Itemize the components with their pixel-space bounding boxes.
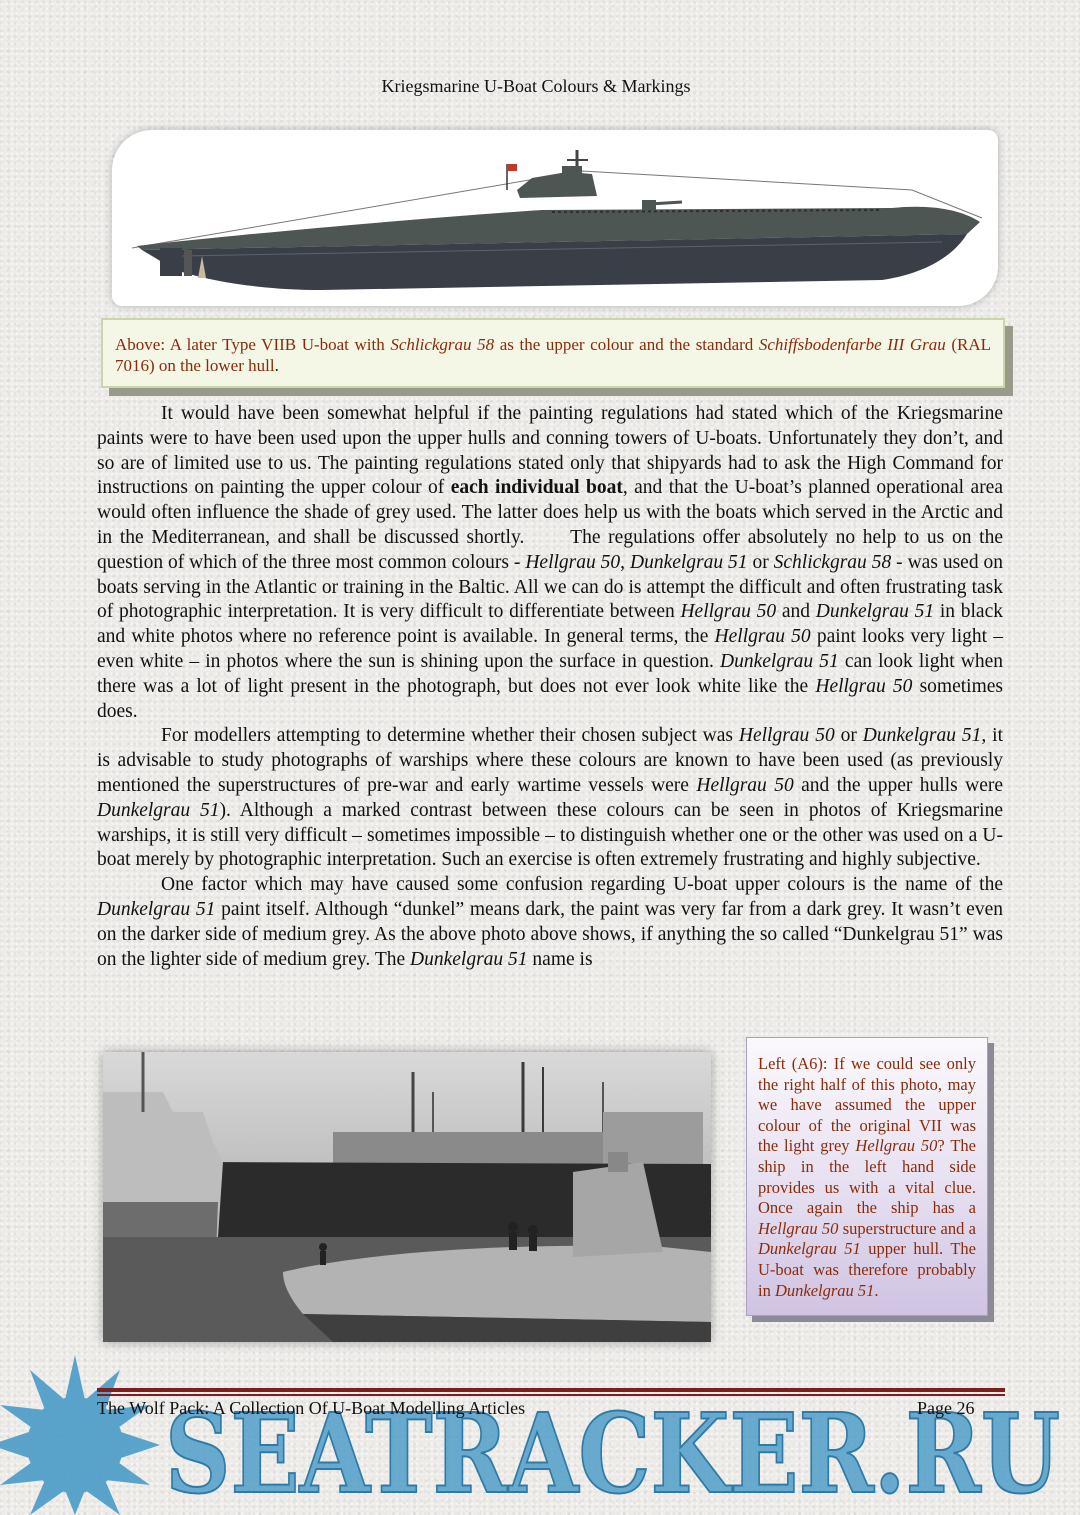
u-boat-profile-drawing <box>122 138 988 298</box>
top-photo-caption <box>101 318 1005 388</box>
article-body <box>97 402 1003 972</box>
caption-text: . <box>274 356 279 375</box>
side-photo-caption: Left (A6): If we could see only the right half of this photo, may we have assumed the upper colour of the original VII was the light grey Hellgrau 50? The ship in the left hand side provides us with a vital clue. Once again the ship has a Hellgrau 50 superstructure and a Dunkelgrau 51 upper hull. The U-boat was therefore probably in Dunkelgrau 51. <box>746 1037 988 1316</box>
watermark-text: SEATRACKER.RU <box>165 1389 1060 1515</box>
footer-divider <box>97 1388 1005 1396</box>
caption-text: (RAL 7016) on the lower hull <box>115 335 991 375</box>
paragraph-3: One factor which may have caused some confusion regarding U-boat upper colours is the name of the Dunkelgrau 51 paint itself. Although “dunkel” means dark, the paint was very far from a dark grey. It wasn’t even on the darker side of medium grey. As the above photo above shows, if anything the so called “Dunkelgrau 51” was on the lighter side of medium grey. The Dunkelgrau 51 name is <box>97 874 1003 970</box>
bw-photo-illustration <box>103 1052 711 1342</box>
seatracker-watermark <box>0 1350 1072 1515</box>
page-number: Page 26 <box>917 1398 975 1418</box>
type-viib-profile-illustration <box>112 130 998 306</box>
caption-text: Above: A later Type VIIB U-boat with <box>115 335 391 354</box>
caption-text: as the upper colour and the standard <box>494 335 759 354</box>
caption-paint-name: Schlickgrau 58 <box>390 335 495 354</box>
sunburst-icon <box>0 1355 160 1515</box>
paragraph-1: It would have been somewhat helpful if the painting regulations had stated which of the Kriegsmarine paints were to have been used upon the upper hulls and conning towers of U-boats. Unfortunately they don’t, and so are of limited use to us. The painting regulations stated only that shipyards had to ask the High Command for instructions on painting the upper colour of each individual boat, and that the U-boat’s planned operational area would often influence the shade of grey used. The latter does help us with the boats which served in the Arctic and in the Mediterranean, and shall be discussed shortly. The regulations offer absolutely no help to us on the question of which of the three most common colours - Hellgrau 50, Dunkelgrau 51 or Schlickgrau 58 - was used on boats serving in the Atlantic or training in the Baltic. All we can do is attempt the difficult and often frustrating task of photographic interpretation. It is very difficult to differentiate between Hellgrau 50 and Dunkelgrau 51 in black and white photos where no reference point is available. In general terms, the Hellgrau 50 paint looks very light – even white – in photos where the sun is shining upon the surface in question. Dunkelgrau 51 can look light when there was a lot of light present in the photograph, but does not ever look white like the Hellgrau 50 sometimes does. <box>97 403 1003 722</box>
caption-paint-name: Schiffsbodenfarbe III Grau <box>758 335 946 354</box>
watermark-logo <box>0 1350 1072 1515</box>
footer-book-title: The Wolf Pack: A Collection Of U-Boat Modelling Articles <box>97 1398 526 1418</box>
paragraph-2: For modellers attempting to determine whether their chosen subject was Hellgrau 50 or Dunkelgrau 51, it is advisable to study photographs of warships where these colours are known to have been used (as previously mentioned the superstructures of pre-war and early wartime vessels were Hellgrau 50 and the upper hulls were Dunkelgrau 51). Although a marked contrast between these colours can be seen in photos of Kriegsmarine warships, it is still very difficult – sometimes impossible – to distinguish whether one or the other was used on a U-boat merely by photographic interpretation. Such an exercise is often extremely frustrating and highly subjective. <box>97 725 1004 871</box>
running-header: Kriegsmarine U-Boat Colours & Markings <box>381 76 691 96</box>
harbour-photo-a6 <box>103 1052 711 1342</box>
